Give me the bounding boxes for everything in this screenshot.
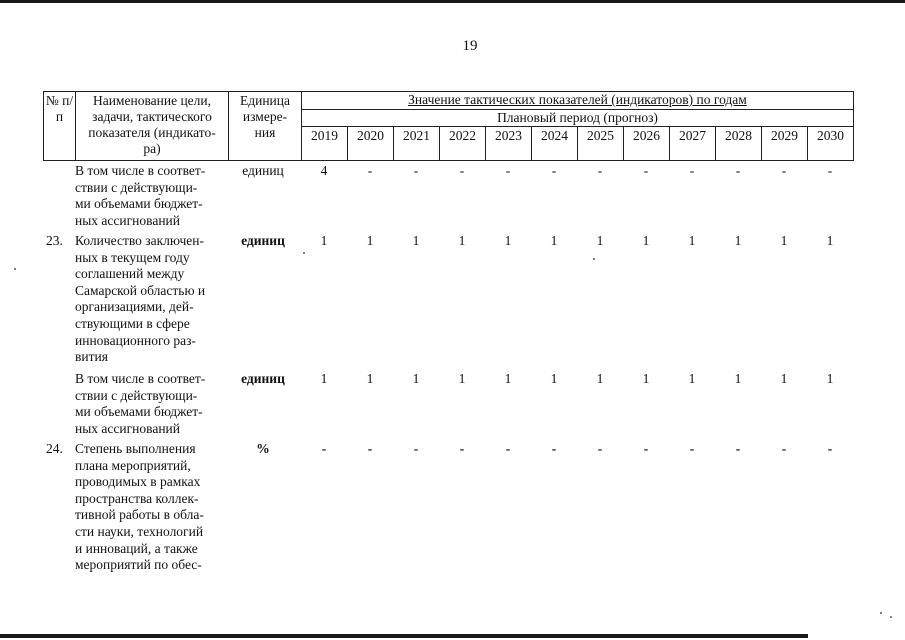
row-value: 4 xyxy=(320,163,328,178)
row-value: - xyxy=(459,163,465,178)
row-value: 1 xyxy=(504,371,512,386)
row-unit: единиц xyxy=(241,371,285,386)
row-value: 1 xyxy=(826,371,834,386)
header-year: 2025 xyxy=(578,127,624,161)
row-value: 1 xyxy=(412,233,420,248)
header-year: 2019 xyxy=(302,127,348,161)
row-description-line: инновационного раз- xyxy=(75,332,196,348)
row-value: 1 xyxy=(780,233,788,248)
row-value: - xyxy=(505,163,511,178)
row-description-line: пространства коллек- xyxy=(75,490,199,506)
row-value: - xyxy=(551,441,557,456)
row-value: - xyxy=(367,441,373,456)
row-unit: % xyxy=(256,441,270,456)
row-number: 23. xyxy=(46,233,63,248)
scan-speck xyxy=(890,616,892,618)
table-header xyxy=(43,91,854,161)
row-value: 1 xyxy=(642,233,650,248)
row-description-line: ми объемами бюджет- xyxy=(75,404,203,420)
row-value: - xyxy=(827,163,833,178)
row-value: 1 xyxy=(366,233,374,248)
row-description-line: соглашений между xyxy=(75,266,185,282)
header-unit: Единица измере-ния xyxy=(239,93,290,140)
row-description-line: и инноваций, а также xyxy=(75,540,198,556)
header-values-title: Значение тактических показателей (индикаторов) по годам xyxy=(302,92,854,110)
row-value: - xyxy=(413,163,419,178)
row-description-line: ствии с действующи- xyxy=(75,179,198,195)
scan-speck xyxy=(593,258,595,260)
row-value: 1 xyxy=(412,371,420,386)
row-value: 1 xyxy=(320,371,328,386)
row-description-line: ных в текущем году xyxy=(75,249,190,265)
row-unit: единиц xyxy=(242,163,284,178)
row-description-line: мероприятий по обес- xyxy=(75,557,202,573)
header-year: 2023 xyxy=(486,127,532,161)
header-year: 2020 xyxy=(348,127,394,161)
row-value: - xyxy=(413,441,419,456)
header-name-cell xyxy=(76,92,229,161)
row-value: 1 xyxy=(550,371,558,386)
header-year: 2024 xyxy=(532,127,578,161)
row-value: - xyxy=(735,163,741,178)
header-num-cell xyxy=(44,92,76,161)
header-year: 2022 xyxy=(440,127,486,161)
row-value: - xyxy=(781,163,787,178)
row-description-line: организациями, дей- xyxy=(75,299,194,315)
header-unit-cell xyxy=(229,92,302,161)
row-value: 1 xyxy=(688,371,696,386)
row-value: - xyxy=(827,441,833,456)
row-value: - xyxy=(781,441,787,456)
row-value: - xyxy=(643,441,649,456)
row-value: 1 xyxy=(596,233,604,248)
row-value: - xyxy=(643,163,649,178)
row-number: 24. xyxy=(46,441,63,456)
row-value: 1 xyxy=(688,233,696,248)
row-description-line: ных ассигнований xyxy=(75,212,180,228)
row-description-line: Степень выполнения xyxy=(75,441,196,456)
header-year: 2027 xyxy=(670,127,716,161)
row-value: - xyxy=(689,441,695,456)
row-description-line: проводимых в рамках xyxy=(75,474,201,490)
row-value: 1 xyxy=(458,233,466,248)
header-year: 2021 xyxy=(394,127,440,161)
bottom-border-bar xyxy=(0,634,808,638)
row-value: 1 xyxy=(504,233,512,248)
row-value: 1 xyxy=(734,233,742,248)
row-value: - xyxy=(459,441,465,456)
row-description-line: ствии с действующи- xyxy=(75,387,198,403)
header-year: 2030 xyxy=(808,127,854,161)
row-description-line: вития xyxy=(75,349,108,365)
row-description-line: Самарской областью и xyxy=(75,282,206,298)
row-description-line: ных ассигнований xyxy=(75,420,180,436)
row-description-line: ми объемами бюджет- xyxy=(75,196,203,212)
header-year: 2029 xyxy=(762,127,808,161)
row-value: - xyxy=(597,441,603,456)
row-value: - xyxy=(689,163,695,178)
row-description-line: плана мероприятий, xyxy=(75,457,191,473)
row-value: 1 xyxy=(780,371,788,386)
row-value: 1 xyxy=(826,233,834,248)
row-description-line: В том числе в соответ- xyxy=(75,163,206,178)
header-year: 2028 xyxy=(716,127,762,161)
row-value: 1 xyxy=(734,371,742,386)
row-value: - xyxy=(597,163,603,178)
row-value: 1 xyxy=(458,371,466,386)
scan-speck xyxy=(14,268,16,270)
row-description-line: ствующими в сфере xyxy=(75,316,190,331)
row-value: 1 xyxy=(366,371,374,386)
row-value: 1 xyxy=(642,371,650,386)
row-value: 1 xyxy=(596,371,604,386)
row-description-line: тивной работы в обла- xyxy=(75,507,204,523)
scan-speck xyxy=(303,252,305,254)
header-year: 2026 xyxy=(624,127,670,161)
row-unit: единиц xyxy=(241,233,285,248)
row-value: 1 xyxy=(320,233,328,248)
top-border-bar xyxy=(0,0,905,3)
scan-speck xyxy=(880,612,882,614)
row-value: - xyxy=(367,163,373,178)
row-value: 1 xyxy=(550,233,558,248)
header-num: № п/п xyxy=(45,93,74,124)
row-value: - xyxy=(321,441,327,456)
header-planned-period: Плановый период (прогноз) xyxy=(302,110,854,127)
row-value: - xyxy=(735,441,741,456)
row-description-line: сти науки, технологий xyxy=(75,524,204,539)
row-description-line: Количество заключен- xyxy=(75,233,204,248)
header-name: Наименование цели, задачи, тактического показателя (индикато-ра) xyxy=(88,93,216,156)
row-value: - xyxy=(551,163,557,178)
page-number: 19 xyxy=(462,38,478,54)
row-value: - xyxy=(505,441,511,456)
row-description-line: В том числе в соответ- xyxy=(75,371,206,386)
